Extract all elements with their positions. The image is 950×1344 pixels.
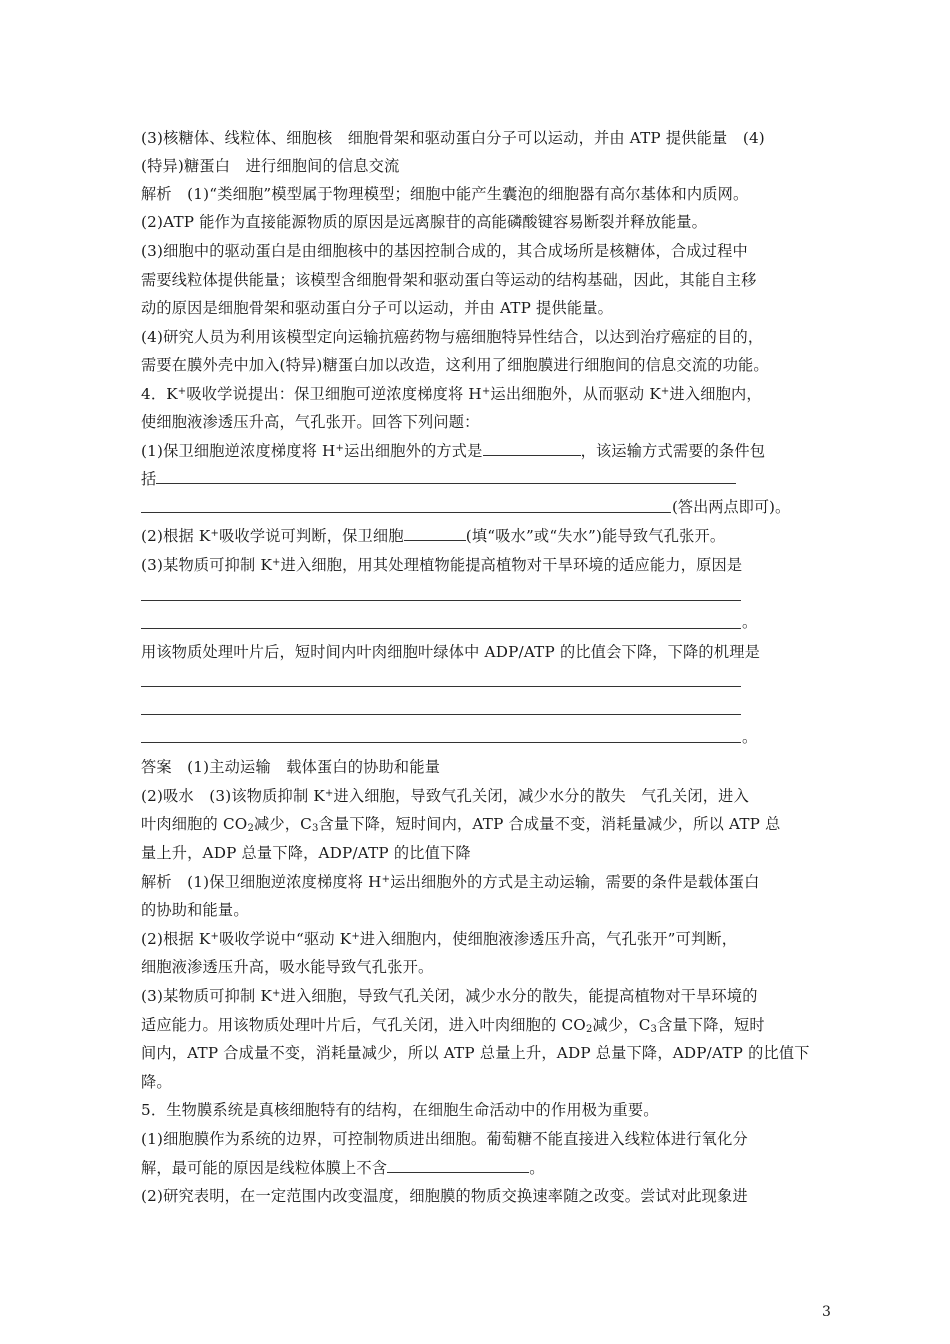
q4-stem-b: 吸收学说提出：保卫细胞可逆浓度梯度将 H	[186, 385, 482, 403]
q4-p1-c: ，该运输方式需要的条件包	[580, 442, 766, 460]
q4-analysis-line-1	[141, 872, 760, 892]
q4-an-l1-a: 解析 (1)保卫细胞逆浓度梯度将 H	[141, 873, 382, 891]
q4-stem-line-1	[141, 384, 762, 404]
q4-p2-a: (2)根据 K	[141, 527, 211, 545]
answer-line[interactable]	[141, 512, 671, 513]
q5-p1-c: 。	[529, 1159, 545, 1177]
q4-an-l6-b: 减少，C	[592, 1016, 651, 1034]
q4-an-l1-b: 运出细胞外的方式是主动运输，需要的条件是载体蛋白	[390, 873, 760, 891]
answer-blank[interactable]	[156, 469, 736, 484]
q4-an-l3-c: 进入细胞内，使细胞液渗透压升高，气孔张开”可判断，	[359, 930, 738, 948]
plus-sup: +	[351, 931, 360, 942]
q4-part1-line-2	[141, 469, 736, 489]
q4-stem-line-2: 使细胞液渗透压升高，气孔张开。回答下列问题：	[141, 413, 480, 431]
plus-sup: +	[177, 386, 187, 397]
q4-ans-l3-a: 叶肉细胞的 CO	[141, 815, 248, 833]
prev-analysis-line-5: 动的原因是细胞骨架和驱动蛋白分子可以运动，并由 ATP 提供能量。	[141, 299, 613, 317]
q4-stem-d: 进入细胞内，	[669, 385, 762, 403]
q4-analysis-line-5	[141, 986, 758, 1006]
plus-sup: +	[481, 386, 491, 397]
q4-an-l6-a: 适应能力。用该物质处理叶片后，气孔关闭，进入叶肉细胞的 CO	[141, 1016, 586, 1034]
prev-analysis-line-7: 需要在膜外壳中加入(特异)糖蛋白加以改造，这利用了细胞膜进行细胞间的信息交流的功能。	[141, 356, 769, 374]
prev-answer-line-1: (3)核糖体、线粒体、细胞核 细胞骨架和驱动蛋白分子可以运动，并由 ATP 提供能量 (4)	[141, 129, 765, 147]
q4-an-l3-b: 吸收学说中“驱动 K	[219, 930, 352, 948]
q4-analysis-line-8: 降。	[141, 1073, 172, 1091]
answer-blank[interactable]	[387, 1158, 529, 1173]
plus-sup: +	[272, 557, 281, 568]
prev-analysis-line-2: (2)ATP 能作为直接能源物质的原因是远离腺苷的高能磷酸键容易断裂并释放能量。	[141, 213, 708, 231]
q4-p3-b: 进入细胞，用其处理植物能提高植物对干旱环境的适应能力，原因是	[280, 556, 743, 574]
q5-part1-line-1: (1)细胞膜作为系统的边界，可控制物质进出细胞。葡萄糖不能直接进入线粒体进行氧化分	[141, 1130, 748, 1148]
q4-an-l6-c: 含量下降，短时	[657, 1016, 765, 1034]
sub-3: 3	[311, 823, 319, 834]
answer-line[interactable]	[141, 714, 741, 715]
sub-2: 2	[585, 1024, 593, 1035]
answer-line[interactable]	[141, 742, 741, 743]
q4-an-l3-a: (2)根据 K	[141, 930, 211, 948]
answer-line[interactable]	[141, 686, 741, 687]
answer-blank[interactable]	[404, 526, 466, 541]
q4-answer-line-2	[141, 786, 749, 806]
q4-analysis-line-6	[141, 1015, 765, 1035]
q4-part1-line-1	[141, 441, 765, 461]
period: 。	[742, 613, 758, 631]
period: 。	[742, 728, 758, 746]
plus-sup: +	[660, 386, 670, 397]
prev-analysis-line-1: 解析 (1)“类细胞”模型属于物理模型；细胞中能产生囊泡的细胞器有高尔基体和内质网。	[141, 185, 749, 203]
q4-ans-l2-a: (2)吸水 (3)该物质抑制 K	[141, 787, 325, 805]
q4-answer-line-4: 量上升，ADP 总量下降，ADP/ATP 的比值下降	[141, 844, 471, 862]
q4-p1-tail: (答出两点即可)。	[672, 498, 791, 516]
q4-p2-c: (填“吸水”或“失水”)能导致气孔张开。	[465, 527, 726, 545]
q5-part2-line-1: (2)研究表明，在一定范围内改变温度，细胞膜的物质交换速率随之改变。尝试对此现象进	[141, 1187, 748, 1205]
prev-analysis-line-4: 需要线粒体提供能量；该模型含细胞骨架和驱动蛋白等运动的结构基础，因此，其能自主移	[141, 271, 757, 289]
q5-part1-line-2	[141, 1158, 545, 1178]
q4-analysis-line-4: 细胞液渗透压升高，吸水能导致气孔张开。	[141, 958, 434, 976]
q4-part3-followup: 用该物质处理叶片后，短时间内叶肉细胞叶绿体中 ADP/ATP 的比值会下降，下降的机理是	[141, 643, 760, 661]
q4-analysis-line-3	[141, 929, 737, 949]
sub-3: 3	[650, 1024, 658, 1035]
page-number: 3	[822, 1304, 831, 1320]
q4-stem-c: 运出细胞外，从而驱动 K	[490, 385, 661, 403]
q4-ans-l2-b: 进入细胞，导致气孔关闭，减少水分的散失 气孔关闭，进入	[333, 787, 749, 805]
q4-analysis-line-2: 的协助和能量。	[141, 901, 249, 919]
q4-answer-line-1: 答案 (1)主动运输 载体蛋白的协助和能量	[141, 758, 441, 776]
q4-p1-a: (1)保卫细胞逆浓度梯度将 H	[141, 442, 336, 460]
plus-sup: +	[381, 874, 391, 885]
q4-p3-a: (3)某物质可抑制 K	[141, 556, 273, 574]
q4-analysis-line-7: 间内，ATP 合成量不变，消耗量减少，所以 ATP 总量上升，ADP 总量下降，ADP/ATP 的比值下	[141, 1044, 810, 1062]
q4-p1-b: 运出细胞外的方式是	[344, 442, 483, 460]
q4-p2-b: 吸收学说可判断，保卫细胞	[219, 527, 404, 545]
q4-part2	[141, 526, 725, 546]
prev-answer-line-2: (特异)糖蛋白 进行细胞间的信息交流	[141, 157, 400, 175]
q4-ans-l3-c: 含量下降，短时间内，ATP 合成量不变，消耗量减少，所以 ATP 总	[318, 815, 781, 833]
q4-p1-d: 括	[141, 470, 157, 488]
q5-stem: 5．生物膜系统是真核细胞特有的结构，在细胞生命活动中的作用极为重要。	[141, 1101, 659, 1119]
answer-line[interactable]	[141, 600, 741, 601]
plus-sup: +	[324, 788, 334, 799]
q4-ans-l3-b: 减少，C	[254, 815, 312, 833]
plus-sup: +	[272, 988, 281, 999]
prev-analysis-line-6: (4)研究人员为利用该模型定向运输抗癌药物与癌细胞特异性结合，以达到治疗癌症的目的，	[141, 328, 764, 346]
q4-an-l5-a: (3)某物质可抑制 K	[141, 987, 273, 1005]
sub-2: 2	[247, 823, 254, 834]
q5-p1-b: 解，最可能的原因是线粒体膜上不含	[141, 1159, 388, 1177]
prev-analysis-line-3: (3)细胞中的驱动蛋白是由细胞核中的基因控制合成的，其合成场所是核糖体，合成过程中	[141, 242, 748, 260]
plus-sup: +	[210, 931, 220, 942]
q4-an-l5-b: 进入细胞，导致气孔关闭，减少水分的散失，能提高植物对干旱环境的	[280, 987, 758, 1005]
q4-part3	[141, 555, 742, 575]
answer-blank[interactable]	[483, 441, 581, 456]
plus-sup: +	[335, 443, 345, 454]
q4-stem-a: 4．K	[141, 385, 178, 403]
plus-sup: +	[210, 528, 220, 539]
answer-line[interactable]	[141, 628, 741, 629]
q4-answer-line-3	[141, 814, 781, 834]
